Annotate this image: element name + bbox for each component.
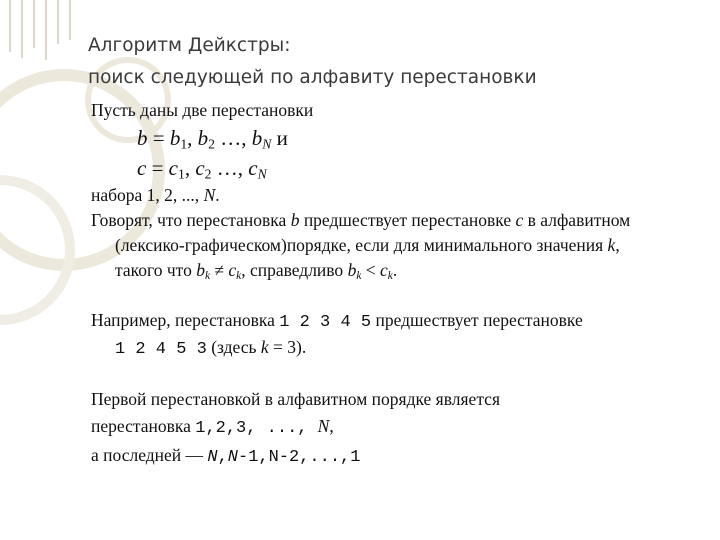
def-l2-end: , bbox=[615, 235, 620, 255]
eq-b-var: b bbox=[137, 126, 148, 150]
definition-line-2 bbox=[91, 233, 716, 258]
equation-c bbox=[137, 153, 716, 183]
eq-b-term1: b bbox=[169, 126, 181, 150]
def-neq: ≠ bbox=[210, 260, 229, 280]
slide-body bbox=[91, 98, 716, 470]
first-last-line-1: Первой перестановкой в алфавитном порядке является bbox=[91, 389, 500, 409]
example-perm-2: 1 2 4 5 3 bbox=[115, 340, 207, 359]
first-text: перестановка bbox=[91, 416, 196, 436]
def-ck2-sub: k bbox=[387, 269, 393, 282]
eq-b-sub1: 1 bbox=[180, 136, 188, 152]
eq-c-sub2: 2 bbox=[204, 166, 212, 182]
set-line-post: . bbox=[215, 185, 220, 205]
eq-c-sep1: , bbox=[184, 156, 196, 180]
first-perm: 1,2,3, ..., bbox=[195, 419, 318, 438]
intro-text: Пусть даны две перестановки bbox=[91, 100, 314, 120]
last-n: N bbox=[207, 448, 218, 467]
first-last-line-2 bbox=[91, 414, 716, 441]
eq-c-dots: …, bbox=[211, 156, 249, 180]
example-var-k: k bbox=[260, 337, 269, 357]
example-text-c: (здесь bbox=[206, 337, 261, 357]
set-line-n: N bbox=[203, 185, 216, 205]
example-perm-1: 1 2 3 4 5 bbox=[279, 313, 372, 332]
first-end: , bbox=[329, 416, 334, 436]
eq-b-equals: = bbox=[147, 126, 170, 150]
corner-stripes bbox=[10, 0, 70, 60]
eq-c-termn: c bbox=[248, 156, 258, 180]
def-var-b: b bbox=[290, 210, 300, 230]
eq-c-subn: N bbox=[257, 166, 267, 182]
def-text-l3: такого что bbox=[115, 260, 197, 280]
first-n: N bbox=[317, 416, 330, 436]
eq-b-sep1: , bbox=[187, 126, 198, 150]
def-text-l3b: , справедливо bbox=[241, 260, 348, 280]
eq-c-var: c bbox=[137, 156, 147, 180]
def-lt: < bbox=[361, 260, 380, 280]
def-bk2-sub: k bbox=[356, 269, 362, 282]
def-var-c: c bbox=[515, 210, 524, 230]
eq-c-equals: = bbox=[146, 156, 169, 180]
def-bk: b bbox=[196, 260, 205, 280]
first-last-line-3 bbox=[91, 443, 716, 470]
example-text-a: Например, перестановка bbox=[91, 310, 280, 330]
title-line-2: поиск следующей по алфавиту перестановки bbox=[88, 67, 537, 88]
equation-b bbox=[137, 123, 716, 153]
title-line-1: Алгоритм Дейкстры: bbox=[88, 35, 291, 56]
def-ck-sub: k bbox=[236, 269, 242, 282]
example-text-d: = 3). bbox=[268, 337, 307, 357]
def-l3-end: . bbox=[392, 260, 398, 280]
last-text: а последней — bbox=[91, 445, 208, 465]
set-line-pre: набора 1, 2, ..., bbox=[91, 185, 204, 205]
last-perm: -1,N-2,...,1 bbox=[238, 448, 361, 467]
example-line-1 bbox=[91, 308, 716, 335]
eq-b-subn: N bbox=[262, 136, 272, 152]
eq-b-term2: b bbox=[197, 126, 209, 150]
eq-b-tail: и bbox=[271, 126, 288, 150]
eq-b-sub2: 2 bbox=[208, 136, 215, 152]
eq-b-dots: …, bbox=[215, 126, 252, 150]
last-comma: , bbox=[217, 448, 228, 467]
last-n2: N bbox=[227, 448, 238, 467]
example-text-b: предшествует перестановке bbox=[371, 310, 583, 330]
def-bk2: b bbox=[347, 260, 357, 280]
eq-b-termn: b bbox=[251, 126, 263, 150]
eq-c-term2: c bbox=[195, 156, 205, 180]
def-bk-sub: k bbox=[204, 269, 210, 282]
first-last-paragraph bbox=[91, 387, 716, 470]
slide-title bbox=[88, 30, 537, 94]
eq-c-sub1: 1 bbox=[178, 166, 185, 182]
example-line-2 bbox=[91, 335, 716, 362]
def-var-k: k bbox=[607, 235, 616, 255]
set-line bbox=[91, 183, 716, 208]
def-text-l2: (лексико-графическом)порядке, если для минимального значения bbox=[115, 235, 608, 255]
def-text-a: Говорят, что перестановка bbox=[91, 210, 291, 230]
def-ck: c bbox=[228, 260, 237, 280]
example-paragraph bbox=[91, 308, 716, 362]
definition-paragraph bbox=[91, 208, 716, 283]
def-text-c: предшествует перестановке bbox=[299, 210, 516, 230]
eq-c-term1: c bbox=[168, 156, 178, 180]
definition-line-1 bbox=[91, 208, 716, 233]
definition-line-3 bbox=[91, 258, 716, 283]
def-text-e: в алфавитном bbox=[523, 210, 631, 230]
def-ck2: c bbox=[379, 260, 388, 280]
